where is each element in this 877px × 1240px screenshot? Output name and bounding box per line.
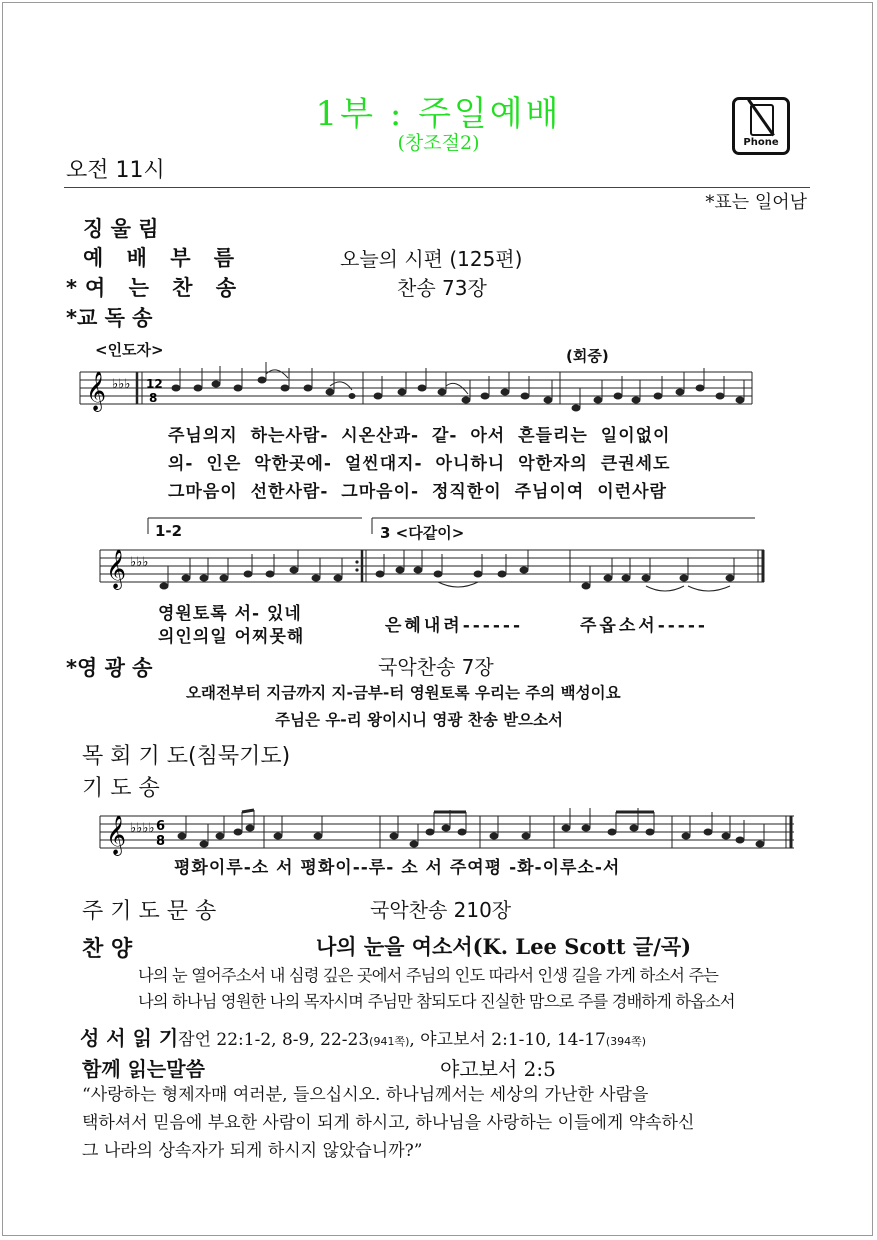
ending-lyrics-2: 의인의일 어찌못해	[158, 627, 305, 647]
gloria-line-2: 주님은 우-리 왕이시니 영광 찬송 받으소서	[275, 711, 563, 729]
scripture-label: 성 서 읽 기	[80, 1026, 179, 1050]
flat-icon: ♭♭♭♭	[130, 821, 155, 836]
anthem-line-1: 나의 눈 열어주소서 내 심령 깊은 곳에서 주님의 인도 따라서 인생 길을 가게 하소서 주는	[138, 966, 719, 985]
opening-hymn-value: 찬송 73장	[397, 276, 487, 300]
gloria-label: *영 광 송	[66, 656, 153, 680]
responsive-lyrics-line-1: 주님의지 하는사람- 시온산과- 같- 아서 흔들리는 일이없이	[168, 426, 671, 446]
call-to-worship-label: 예 배 부 름	[83, 246, 243, 270]
anthem-title: 나의 눈을 여소서(K. Lee Scott 글/곡)	[316, 934, 692, 959]
gloria-value: 국악찬송 7장	[378, 655, 494, 679]
prayer-song-lyrics: 평화이루-소 서 평화이--루- 소 서 주여평 -화-이루소-서	[174, 858, 621, 878]
ending-lyrics-3: 은혜내려------	[385, 616, 524, 636]
time-sig-num: 12	[146, 377, 163, 391]
scripture-ref-2: , 야고보서 2:1-10, 14-17	[409, 1030, 606, 1050]
service-time: 오전 11시	[66, 158, 165, 183]
time-sig-den: 8	[149, 391, 158, 405]
responsive-staff-2	[100, 516, 770, 596]
treble-clef-icon: 𝄞	[86, 371, 107, 411]
common-reading-label: 함께 읽는말씀	[82, 1057, 205, 1081]
ending-lyrics-1: 영원토록 서- 있네	[158, 604, 302, 624]
ending-12-label: 1-2	[155, 522, 183, 540]
treble-clef-icon: 𝄞	[106, 815, 127, 855]
responsive-staff-1	[80, 366, 760, 416]
anthem-line-2: 나의 하나님 영원한 나의 목자시며 주님만 참되도다 진실한 맘으로 주를 경배하게 하옵소서	[138, 992, 735, 1011]
opening-hymn-label: *여 는 찬 송	[66, 276, 245, 300]
responsive-label: *교 독 송	[66, 306, 153, 330]
gloria-line-1: 오래전부터 지금까지 지-금부-터 영원토록 우리는 주의 백성이요	[186, 684, 621, 702]
prayer-song-label: 기 도 송	[82, 776, 160, 801]
scripture-page-2: (394쪽)	[605, 1035, 647, 1048]
pastoral-prayer-label: 목 회 기 도(침묵기도)	[82, 744, 291, 769]
note-group	[178, 808, 764, 847]
leader-label: <인도자>	[95, 341, 164, 359]
responsive-lyrics-line-2: 의- 인은 악한곳에- 얼씬대지- 아니하니 악한자의 큰권세도	[168, 454, 671, 474]
page-title: 1부 : 주일예배	[315, 94, 562, 134]
anthem-label: 찬 양	[82, 937, 133, 962]
note-group	[160, 550, 734, 589]
treble-clef-icon: 𝄞	[106, 549, 127, 589]
flat-icon: ♭♭♭	[130, 555, 149, 570]
flat-icon: ♭♭♭	[112, 377, 131, 392]
scripture-ref-1: 잠언 22:1-2, 8-9, 22-23	[178, 1030, 370, 1050]
phone-icon-label: Phone	[743, 137, 779, 148]
time-sig-num: 6	[156, 819, 166, 834]
common-reading-line-1: “사랑하는 형제자매 여러분, 들으십시오. 하나님께서는 세상의 가난한 사람을	[82, 1085, 649, 1105]
standing-note: *표는 일어남	[705, 192, 807, 213]
common-reading-line-3: 그 나라의 상속자가 되게 하시지 않았습니까?”	[82, 1141, 423, 1161]
page-subtitle: (창조절2)	[397, 132, 480, 154]
common-reading-ref: 야고보서 2:5	[440, 1057, 556, 1081]
ending-3-label: 3 <다같이>	[380, 524, 465, 542]
common-reading-line-2: 택하셔서 믿음에 부요한 사람이 되게 하시고, 하나님을 사랑하는 이들에게 약속하신	[82, 1113, 695, 1133]
header-divider	[64, 187, 810, 188]
ending-lyrics-4: 주옵소서-----	[580, 616, 708, 636]
no-phone-icon	[732, 97, 790, 155]
time-sig-den: 8	[156, 834, 166, 849]
responsive-lyrics-line-3: 그마음이 선한사람- 그마음이- 정직한이 주님이여 이런사람	[168, 482, 667, 502]
call-to-worship-value: 오늘의 시편 (125편)	[340, 247, 523, 271]
congregation-label: (회중)	[566, 347, 609, 365]
lords-prayer-value: 국악찬송 210장	[370, 898, 512, 922]
scripture-row	[80, 1022, 646, 1051]
prelude-label: 징 울 림	[83, 217, 159, 241]
lords-prayer-label: 주 기 도 문 송	[82, 899, 217, 924]
scripture-page-1: (941쪽)	[369, 1035, 410, 1048]
